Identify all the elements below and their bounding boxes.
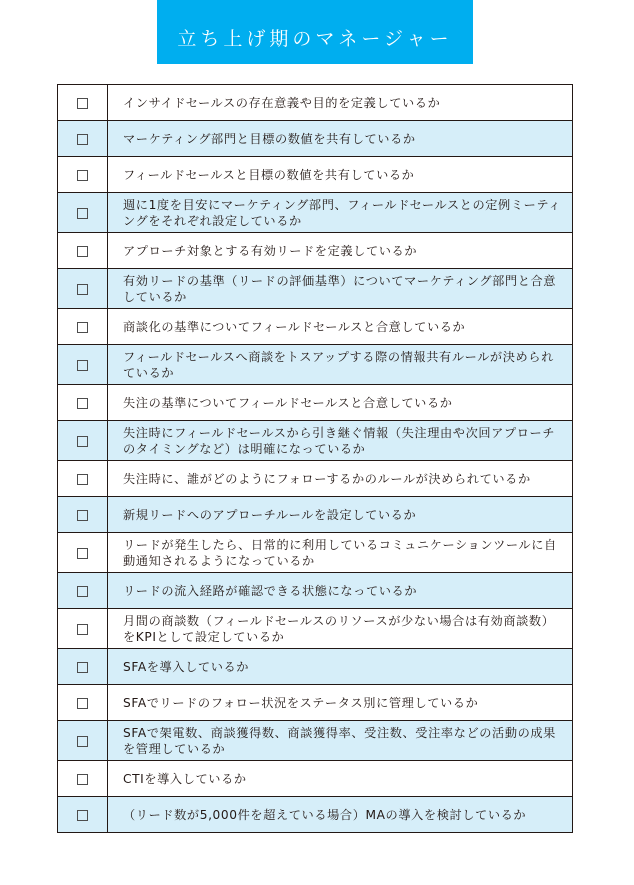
checklist-row [58, 573, 573, 609]
checkbox[interactable] [77, 548, 88, 559]
checklist-row [58, 797, 573, 833]
checklist-row [58, 345, 573, 385]
checkbox-cell [58, 649, 108, 685]
checkbox[interactable] [77, 98, 88, 109]
section-title: 立ち上げ期のマネージャー [177, 27, 453, 50]
section-title-banner [157, 0, 473, 64]
checklist-row [58, 533, 573, 573]
checkbox-cell [58, 157, 108, 193]
checklist-item-text: リードが発生したら、日常的に利用しているコミュニケーションツールに自動通知されるようになっているか [108, 533, 573, 573]
checklist-item-text: 有効リードの基準（リードの評価基準）についてマーケティング部門と合意しているか [108, 269, 573, 309]
checkbox-cell [58, 609, 108, 649]
checklist-item-text: アプローチ対象とする有効リードを定義しているか [108, 233, 573, 269]
checkbox[interactable] [77, 774, 88, 785]
checkbox-cell [58, 385, 108, 421]
checkbox-cell [58, 345, 108, 385]
checkbox[interactable] [77, 134, 88, 145]
checklist-row [58, 685, 573, 721]
checkbox-cell [58, 193, 108, 233]
checkbox[interactable] [77, 398, 88, 409]
checklist-row [58, 649, 573, 685]
checkbox-cell [58, 421, 108, 461]
checklist-row [58, 385, 573, 421]
checkbox-cell [58, 85, 108, 121]
checklist-row [58, 193, 573, 233]
checklist-row [58, 761, 573, 797]
checkbox[interactable] [77, 474, 88, 485]
checkbox[interactable] [77, 208, 88, 219]
checkbox[interactable] [77, 170, 88, 181]
checkbox[interactable] [77, 360, 88, 371]
checkbox[interactable] [77, 322, 88, 333]
checklist-row [58, 85, 573, 121]
checklist-row [58, 721, 573, 761]
checkbox-cell [58, 721, 108, 761]
checklist-row [58, 309, 573, 345]
checklist-item-text: 失注の基準についてフィールドセールスと合意しているか [108, 385, 573, 421]
checklist-item-text: 新規リードへのアプローチルールを設定しているか [108, 497, 573, 533]
checklist-item-text: 商談化の基準についてフィールドセールスと合意しているか [108, 309, 573, 345]
checklist-item-text: フィールドセールスへ商談をトスアップする際の情報共有ルールが決められているか [108, 345, 573, 385]
checklist-row [58, 157, 573, 193]
checkbox[interactable] [77, 510, 88, 521]
checklist-item-text: マーケティング部門と目標の数値を共有しているか [108, 121, 573, 157]
checkbox-cell [58, 269, 108, 309]
checklist-row [58, 497, 573, 533]
checklist-item-text: CTIを導入しているか [108, 761, 573, 797]
checkbox[interactable] [77, 698, 88, 709]
checklist-item-text: 失注時に、誰がどのようにフォローするかのルールが決められているか [108, 461, 573, 497]
checklist-row [58, 609, 573, 649]
checklist-row [58, 461, 573, 497]
checkbox[interactable] [77, 810, 88, 821]
checklist-item-text: 月間の商談数（フィールドセールスのリソースが少ない場合は有効商談数）をKPIとして設定しているか [108, 609, 573, 649]
checklist-item-text: 失注時にフィールドセールスから引き継ぐ情報（失注理由や次回アプローチのタイミングなど）は明確になっているか [108, 421, 573, 461]
checklist-row [58, 421, 573, 461]
checklist-row [58, 233, 573, 269]
checkbox[interactable] [77, 624, 88, 635]
checkbox-cell [58, 461, 108, 497]
checkbox-cell [58, 797, 108, 833]
checklist-item-text: SFAを導入しているか [108, 649, 573, 685]
checkbox[interactable] [77, 246, 88, 257]
checkbox-cell [58, 533, 108, 573]
checklist-item-text: フィールドセールスと目標の数値を共有しているか [108, 157, 573, 193]
checklist-row [58, 269, 573, 309]
checkbox[interactable] [77, 284, 88, 295]
checklist-item-text: 週に1度を目安にマーケティング部門、フィールドセールスとの定例ミーティングをそれぞれ設定しているか [108, 193, 573, 233]
checkbox-cell [58, 121, 108, 157]
checklist-item-text: SFAで架電数、商談獲得数、商談獲得率、受注数、受注率などの活動の成果を管理しているか [108, 721, 573, 761]
checkbox-cell [58, 497, 108, 533]
checkbox-cell [58, 309, 108, 345]
checkbox-cell [58, 685, 108, 721]
checklist-row [58, 121, 573, 157]
checklist-item-text: （リード数が5,000件を超えている場合）MAの導入を検討しているか [108, 797, 573, 833]
checkbox-cell [58, 233, 108, 269]
checkbox[interactable] [77, 662, 88, 673]
checklist-item-text: SFAでリードのフォロー状況をステータス別に管理しているか [108, 685, 573, 721]
checkbox-cell [58, 573, 108, 609]
checkbox[interactable] [77, 586, 88, 597]
checkbox[interactable] [77, 436, 88, 447]
checkbox-cell [58, 761, 108, 797]
checkbox[interactable] [77, 736, 88, 747]
checklist-item-text: リードの流入経路が確認できる状態になっているか [108, 573, 573, 609]
checklist-table [57, 84, 573, 833]
checklist-item-text: インサイドセールスの存在意義や目的を定義しているか [108, 85, 573, 121]
